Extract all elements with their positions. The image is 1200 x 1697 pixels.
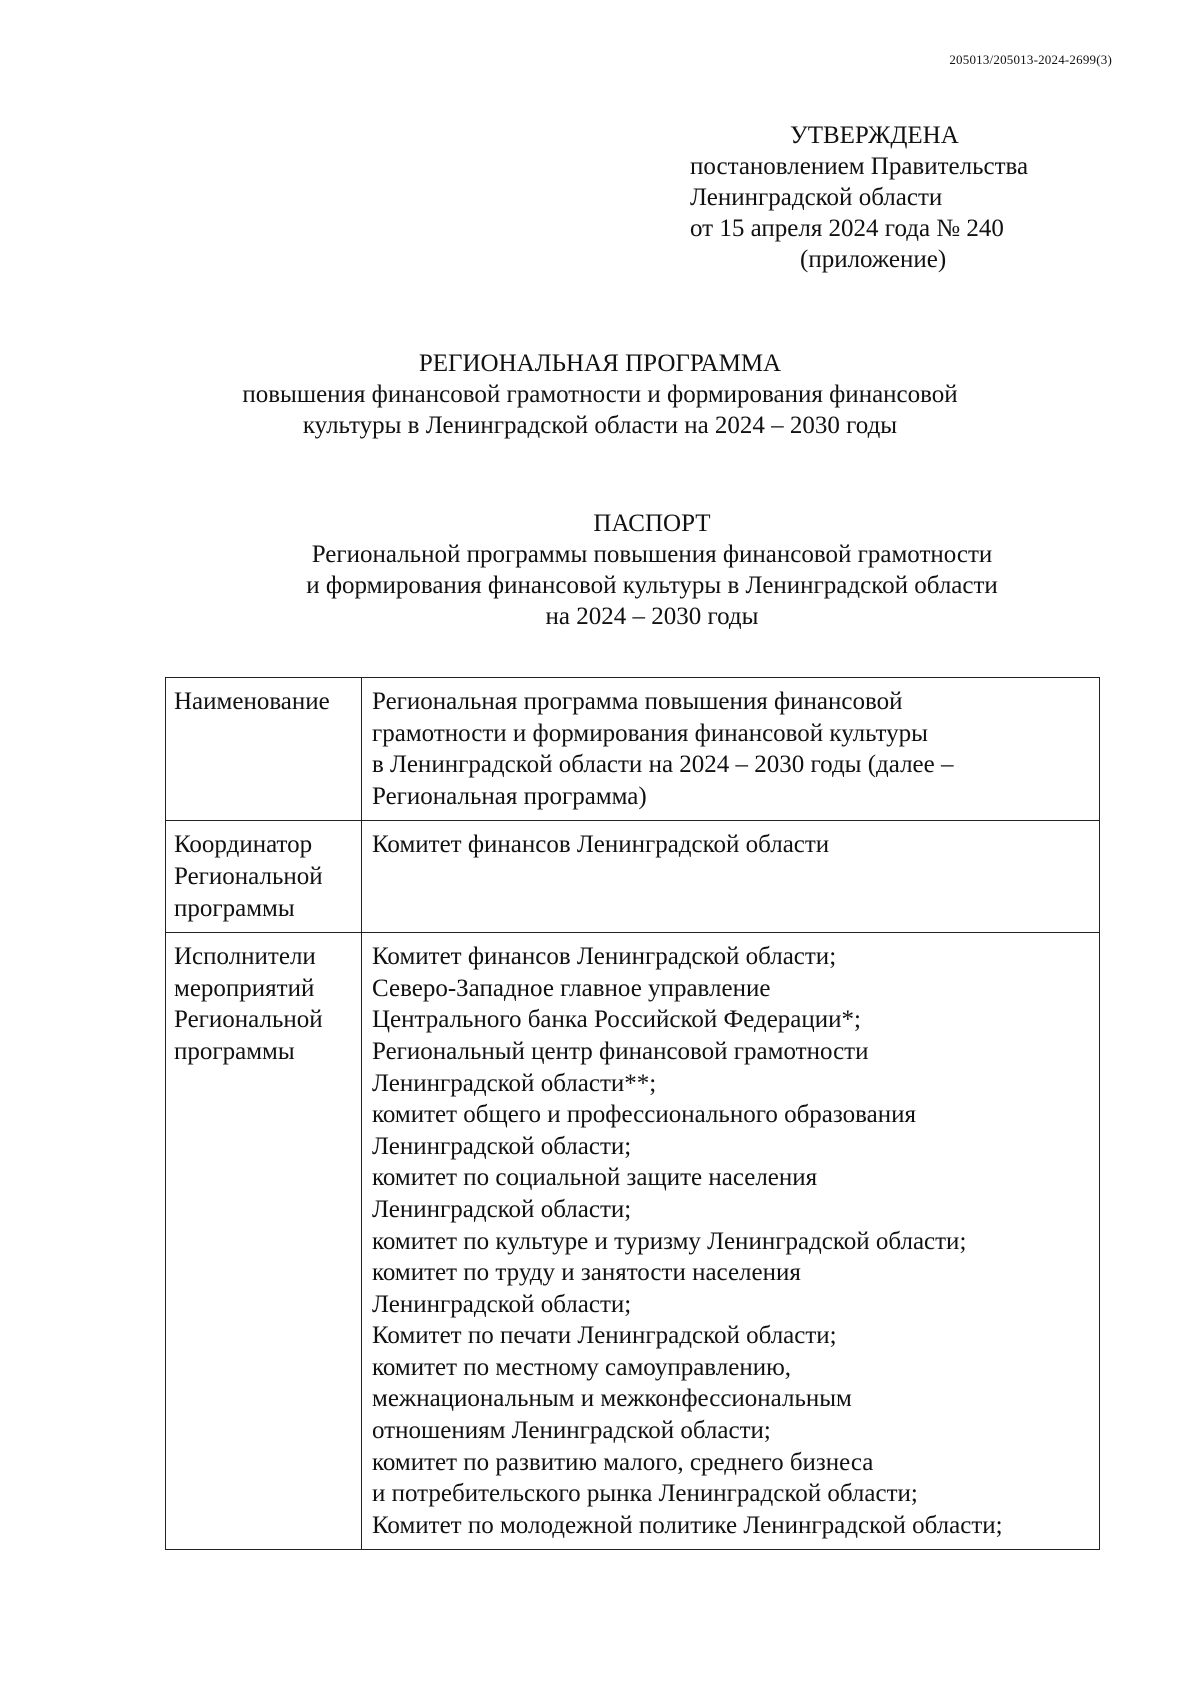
- row-label: [166, 933, 362, 1550]
- row-value-line: Комитет по молодежной политике Ленинградской области;: [372, 1511, 1003, 1539]
- row-label: [166, 821, 362, 933]
- approval-block: [690, 120, 1110, 275]
- table-row: [166, 678, 1100, 821]
- row-value-line: Ленинградской области**;: [372, 1069, 657, 1097]
- program-subtitle-line: повышения финансовой грамотности и формирования финансовой: [242, 381, 958, 408]
- passport-table: [165, 677, 1100, 1550]
- row-label-line: Координатор: [174, 831, 313, 859]
- row-label-line: мероприятий: [174, 974, 315, 1002]
- row-value-line: комитет по развитию малого, среднего бизнеса: [372, 1448, 874, 1476]
- row-value-line: Комитет финансов Ленинградской области: [372, 831, 830, 859]
- row-value-line: комитет по культуре и туризму Ленинградской области;: [372, 1227, 967, 1255]
- approval-line: Ленинградской области: [690, 184, 943, 211]
- approval-heading: УТВЕРЖДЕНА: [790, 122, 959, 149]
- table-row: [166, 933, 1100, 1550]
- program-subtitle-line: культуры в Ленинградской области на 2024 – 2030 годы: [302, 412, 898, 439]
- row-value-line: в Ленинградской области на 2024 – 2030 годы (далее –: [372, 751, 954, 779]
- row-value: [362, 821, 1100, 933]
- row-value-line: межнациональным и межконфессиональным: [372, 1385, 852, 1413]
- row-label-line: Региональной: [174, 862, 323, 890]
- row-label-line: программы: [174, 894, 295, 922]
- row-value-line: Ленинградской области;: [372, 1290, 632, 1318]
- row-label-line: Региональной: [174, 1006, 323, 1034]
- row-value-line: отношениям Ленинградской области;: [372, 1417, 771, 1445]
- row-value: [362, 933, 1100, 1550]
- row-label-line: программы: [174, 1037, 295, 1065]
- row-value-line: Комитет финансов Ленинградской области;: [372, 943, 837, 971]
- passport-title: [0, 508, 1200, 632]
- program-heading: РЕГИОНАЛЬНАЯ ПРОГРАММА: [418, 350, 782, 377]
- approval-appendix: (приложение): [800, 246, 947, 273]
- document-code: 205013/205013-2024-2699(3): [949, 52, 1112, 67]
- row-value-line: Региональная программа): [372, 782, 647, 810]
- row-value-line: Ленинградской области;: [372, 1132, 632, 1160]
- row-value-line: Региональная программа повышения финансовой: [372, 688, 903, 715]
- row-value-line: Северо-Западное главное управление: [372, 974, 771, 1002]
- passport-heading: ПАСПОРТ: [593, 510, 711, 537]
- row-value-line: и потребительского рынка Ленинградской области;: [372, 1480, 918, 1508]
- passport-subtitle-line: Региональной программы повышения финансовой грамотности: [311, 541, 993, 568]
- table-row: [166, 821, 1100, 933]
- passport-subtitle-line: на 2024 – 2030 годы: [545, 603, 759, 630]
- passport-subtitle-line: и формирования финансовой культуры в Ленинградской области: [306, 572, 998, 599]
- program-title: [0, 348, 1200, 441]
- row-value-line: комитет общего и профессионального образования: [372, 1101, 916, 1129]
- row-value-line: комитет по местному самоуправлению,: [372, 1353, 792, 1381]
- approval-line: от 15 апреля 2024 года № 240: [690, 215, 1004, 242]
- row-label-line: Наименование: [174, 688, 330, 715]
- row-value-line: грамотности и формирования финансовой культуры: [372, 719, 928, 747]
- row-value-line: комитет по социальной защите населения: [372, 1164, 818, 1192]
- row-value-line: Комитет по печати Ленинградской области;: [372, 1322, 837, 1350]
- row-label-line: Исполнители: [174, 943, 316, 971]
- row-value-line: комитет по труду и занятости населения: [372, 1259, 801, 1287]
- row-value: [362, 678, 1100, 821]
- row-value-line: Региональный центр финансовой грамотности: [372, 1037, 869, 1065]
- row-value-line: Ленинградской области;: [372, 1195, 632, 1223]
- row-label: [166, 678, 362, 821]
- row-value-line: Центрального банка Российской Федерации*;: [372, 1006, 861, 1034]
- approval-line: постановлением Правительства: [690, 153, 1029, 180]
